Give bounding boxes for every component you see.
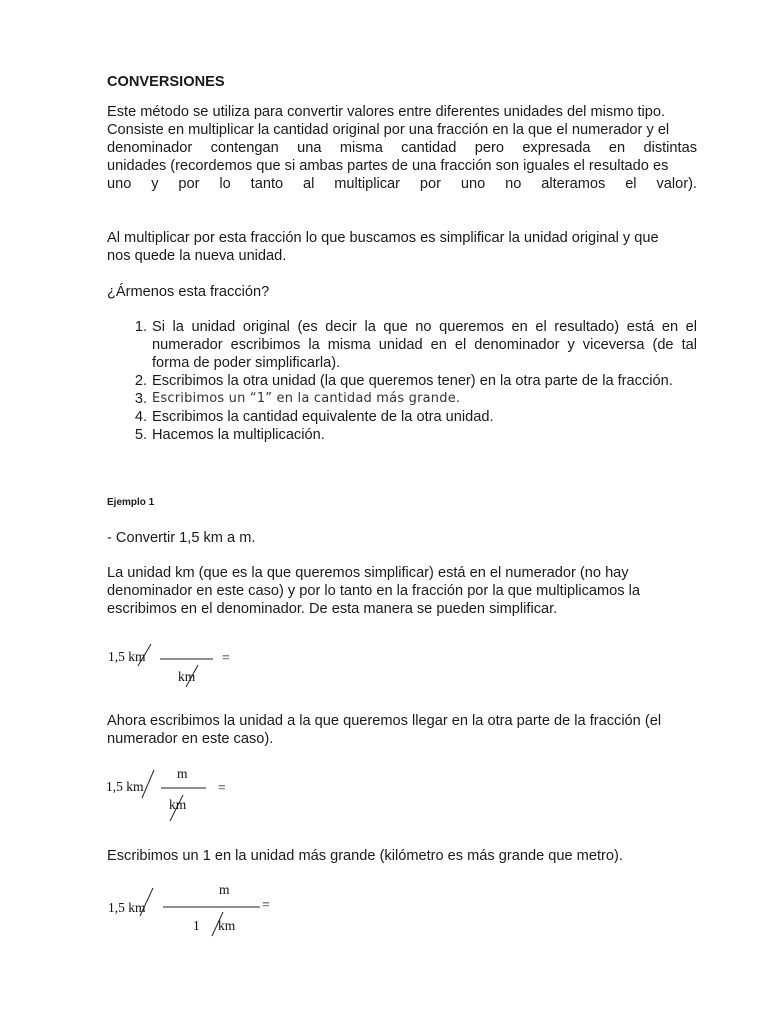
formula-3-equals: = [262, 897, 270, 912]
example-task: - Convertir 1,5 km a m. [107, 530, 256, 546]
list-number: 4. [134, 409, 147, 425]
list-item-1-line-3: forma de poder simplificarla). [152, 355, 341, 371]
list-item-3-text: Escribimos un “1” en la cantidad más grande. [152, 391, 461, 406]
intro-line-4: unidades (recordemos que si ambas partes de una fracción son iguales el resultado es [107, 158, 669, 174]
intro-line-1: Este método se utiliza para convertir valores entre diferentes unidades del mismo tipo. [107, 104, 666, 120]
list-item-1-line-1: Si la unidad original (es decir la que no queremos en el resultado) está en el [152, 319, 697, 335]
formula-2-denominator: km [169, 797, 187, 812]
formula-2 [106, 764, 246, 824]
example-heading: Ejemplo 1 [107, 497, 155, 508]
list-number: 3. [134, 391, 147, 407]
intro-line-5: uno y por lo tanto al multiplicar por uno no alteramos el valor). [107, 176, 697, 192]
formula-3-denominator-unit: km [218, 918, 236, 933]
formula-1 [108, 640, 248, 690]
list-item-4-text: Escribimos la cantidad equivalente de la otra unidad. [152, 409, 494, 425]
formula-3 [108, 880, 288, 940]
formula-1-quantity: 1,5 km [108, 649, 146, 664]
intro-line-3: denominador contengan una misma cantidad pero expresada en distintas [107, 140, 697, 156]
formula-3-numerator: m [219, 882, 230, 897]
question-text: ¿Ármenos esta fracción? [107, 284, 270, 300]
formula-2-quantity: 1,5 km [106, 779, 144, 794]
intro-line-2: Consiste en multiplicar la cantidad original por una fracción en la que el numerador y el [107, 122, 670, 138]
para-after-formula-1-line-2: numerador en este caso). [107, 731, 274, 747]
formula-1-denominator: km [178, 669, 196, 684]
para-after-formula-2: Escribimos un 1 en la unidad más grande (kilómetro es más grande que metro). [107, 848, 623, 864]
para-after-formula-1-line-1: Ahora escribimos la unidad a la que queremos llegar en la otra parte de la fracción (el [107, 713, 662, 729]
list-number: 5. [134, 427, 147, 443]
formula-1-equals: = [222, 650, 230, 665]
para2-line-2: nos quede la nueva unidad. [107, 248, 287, 264]
list-item-1-line-2: numerador escribimos la misma unidad en el denominador y viceversa (de tal [152, 337, 697, 353]
list-item-2-text: Escribimos la otra unidad (la que queremos tener) en la otra parte de la fracción. [152, 373, 673, 389]
formula-3-quantity: 1,5 km [108, 900, 146, 915]
example-para-line-1: La unidad km (que es la que queremos simplificar) está en el numerador (no hay [107, 565, 629, 581]
example-para-line-3: escribimos en el denominador. De esta manera se pueden simplificar. [107, 601, 558, 617]
formula-3-denominator-number: 1 [193, 918, 200, 933]
list-number: 2. [134, 373, 147, 389]
list-item-5-text: Hacemos la multiplicación. [152, 427, 325, 443]
page-title: CONVERSIONES [107, 74, 225, 90]
formula-2-equals: = [218, 780, 226, 795]
para2-line-1: Al multiplicar por esta fracción lo que buscamos es simplificar la unidad original y que [107, 230, 659, 246]
example-para-line-2: denominador en este caso) y por lo tanto en la fracción por la que multiplicamos la [107, 583, 640, 599]
formula-2-numerator: m [177, 766, 188, 781]
list-number: 1. [134, 319, 147, 335]
